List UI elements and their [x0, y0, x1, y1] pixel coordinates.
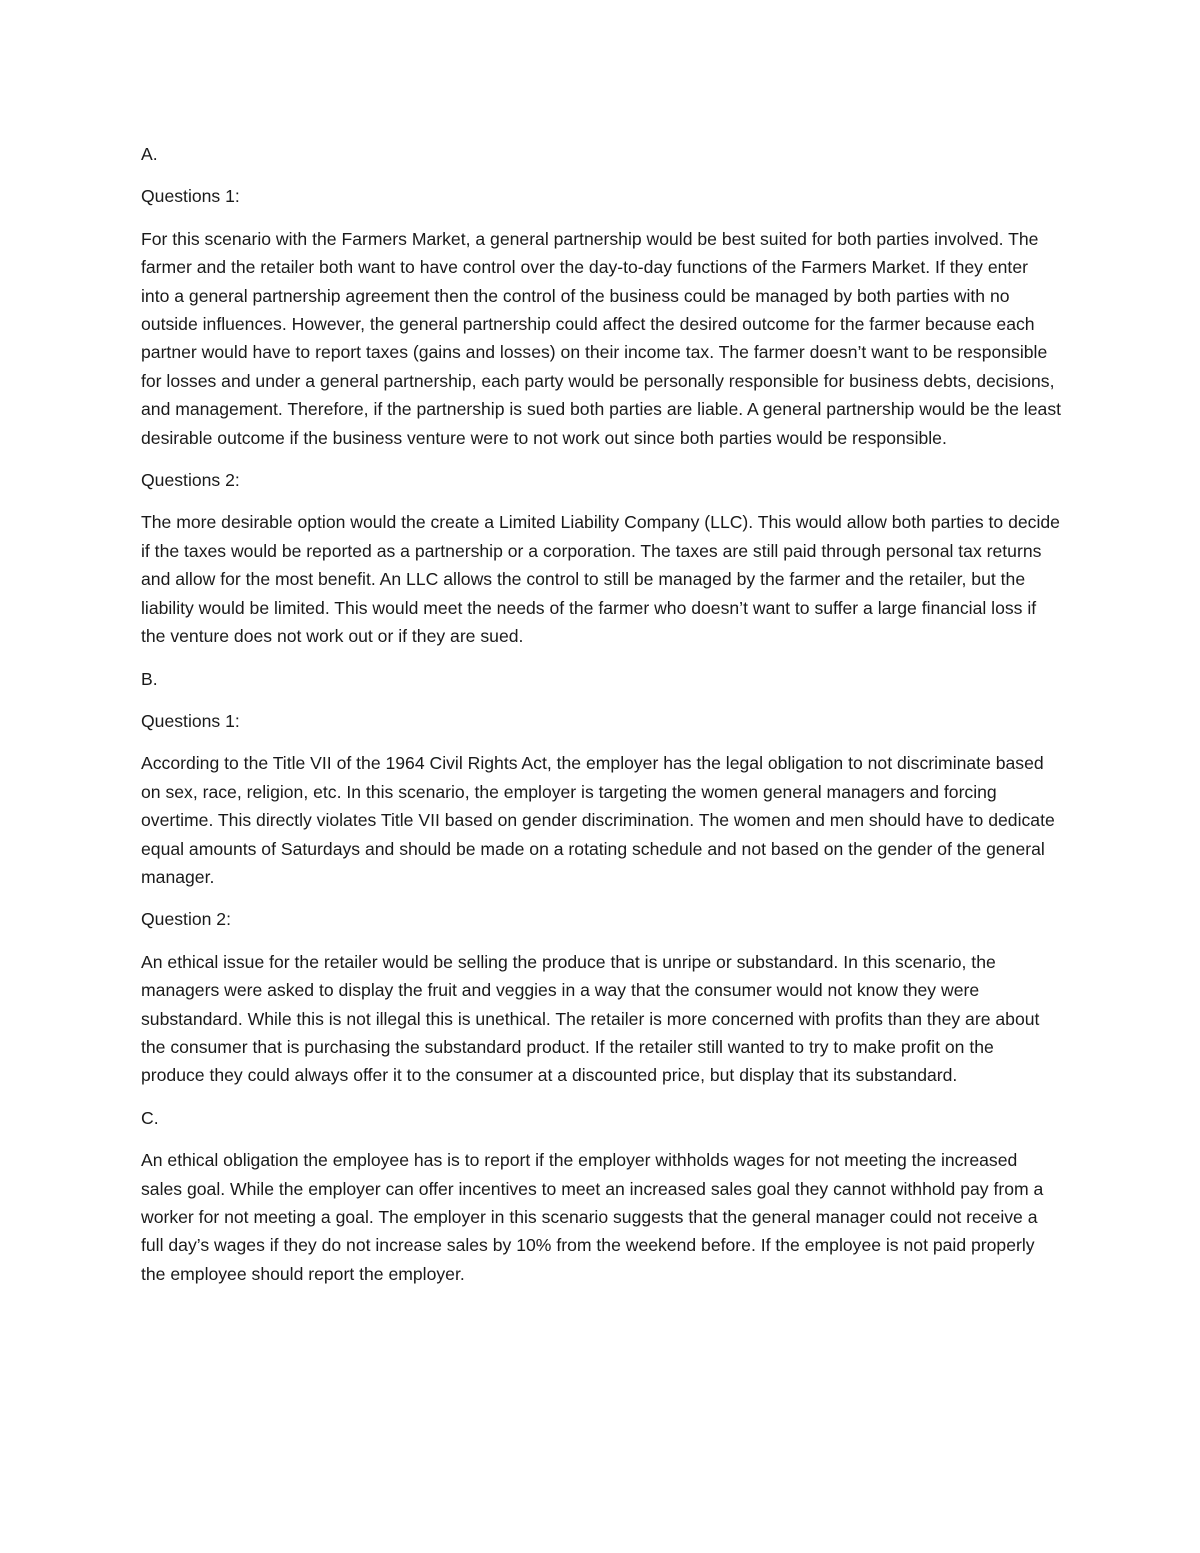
- answer-paragraph: According to the Title VII of the 1964 Civil Rights Act, the employer has the legal obligation to not discriminate based on sex, race, religion, etc. In this scenario, the employer is targeting the women general managers and forcing overtime. This directly violates Title VII based on gender discrimination. The women and men should have to dedicate equal amounts of Saturdays and should be made on a rotating schedule and not based on the gender of the general manager.: [141, 753, 1055, 887]
- document-body: [141, 140, 1061, 1302]
- section-heading-c: C.: [141, 1107, 159, 1128]
- section-heading-a: A.: [141, 144, 158, 164]
- answer-paragraph: For this scenario with the Farmers Market, a general partnership would be best suited for both parties involved. The farmer and the retailer both want to have control over the day-to-day functions of the Farmers Market. If they enter into a general partnership agreement then the control of the business could be managed by both parties with no outside influences. However, the general partnership could affect the desired outcome for the farmer because each partner would have to report taxes (gains and losses) on their income tax. The farmer doesn’t want to be responsible for losses and under a general partnership, each party would be personally responsible for business debts, decisions, and management. Therefore, if the partnership is sued both parties are liable. A general partnership would be the least desirable outcome if the business venture were to not work out since both parties would be responsible.: [141, 228, 1062, 448]
- section-heading-b: B.: [141, 668, 158, 689]
- answer-paragraph: The more desirable option would the create a Limited Liability Company (LLC). This would allow both parties to decide if the taxes would be reported as a partnership or a corporation. The taxes are still paid through personal tax returns and allow for the most benefit. An LLC allows the control to still be managed by the farmer and the retailer, but the liability would be limited. This would meet the needs of the farmer who doesn’t want to suffer a large financial loss if the venture does not work out or if they are sued.: [141, 512, 1060, 647]
- question-heading: Questions 1:: [141, 186, 240, 207]
- question-heading: Questions 1:: [141, 710, 240, 731]
- question-heading: Questions 2:: [141, 470, 240, 491]
- answer-paragraph: An ethical obligation the employee has is to report if the employer withholds wages for not meeting the increased sales goal. While the employer can offer incentives to meet an increased sales goal they cannot withhold pay from a worker for not meeting a goal. The employer in this scenario suggests that the general manager could not receive a full day’s wages if they do not increase sales by 10% from the weekend before. If the employee is not paid properly the employee should report the employer.: [141, 1150, 1044, 1284]
- answer-paragraph: An ethical issue for the retailer would be selling the produce that is unripe or substandard. In this scenario, the managers were asked to display the fruit and veggies in a way that the consumer would not know they were substandard. While this is not illegal this is unethical. The retailer is more concerned with profits than they are about the consumer that is purchasing the substandard product. If the retailer still wanted to try to make profit on the produce they could always offer it to the consumer at a discounted price, but display that its substandard.: [141, 951, 1040, 1086]
- question-heading: Question 2:: [141, 909, 231, 930]
